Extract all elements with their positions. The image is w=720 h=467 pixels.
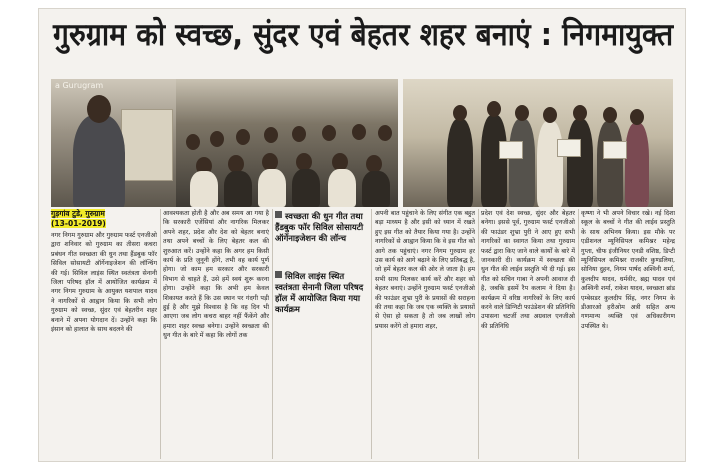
headline: गुरुग्राम को स्वच्छ, सुंदर एवं बेहतर शहर बनाएं : निगमायुक्त	[53, 17, 674, 53]
bullet-icon	[275, 271, 282, 278]
photo-caption: a Gurugram	[55, 81, 104, 90]
article-column-4: प्रदेश एवं देश स्वच्छ, सुंदर और बेहतर बनेगा। इससे पूर्व, गुरुग्राम फर्स्ट एनजीओ की फाउंडर शुभ्रा पुरी ने आए हुए सभी नागरिकों का स्वागत किया तथा गुरुग्राम फर्स्ट द्वारा किए जाने वाले कार्यों के बारे में जानकारी दी। कार्यक्रम में स्वच्छता की धुन गीत की लाईव प्रस्तुति भी दी गई। इस गीत को सचिन गाबा ने अपनी आवाज दी है, जबकि इसमें रैप कलाम ने दिया है। कार्यक्रम में वरिष्ठ नागरिकों के लिए कार्य करने वाले डिग्निटी फाउंडेशन की प्रतिनिधि उपासना चटर्जी तथा अग्रवाल एनजीओ की प्रतिनिधि	[481, 210, 575, 330]
byline-bureau: गुड़गांव टुडे, गुरुग्राम	[51, 209, 105, 218]
article-column-1: नगर निगम गुरुग्राम और गुरुग्राम फर्स्ट एनजीओ द्वारा शनिवार को गुरुग्राम का तीसरा कचरा प्रबंधन गीत स्वच्छता की धुन तथा हैंडबुक फॉर सिविल सोसायटी ऑर्गेनाइजेशन की लॉन्चिंग की गई। सिविल लाइंस स्थित स्वतंत्रता सेनानी जिला परिषद हॉल में आयोजित कार्यक्रम में नगर निगम गुरुग्राम के आयुक्त यशपाल यादव ने नागरिकों से आह्वान किया कि सभी लोग गुरुग्राम को स्वच्छ, सुंदर एवं बेहतरीन शहर बनाने में अपना योगदान दें। उन्होंने कहा कि इंसान को हालात के साथ बदलने की	[51, 232, 157, 334]
byline-date: (13-01-2019)	[51, 219, 106, 228]
article-column-5: कृष्णा ने भी अपने विचार रखे। नई दिशा स्कूल के बच्चों ने गीत की लाईव प्रस्तुति के साथ अभिनय किया। इस मौके पर एडीशनल म्यूनिसिपल कमिश्नर महेन्द्र गुप्ता, चीफ इंजीनियर एनडी वशिष्ठ, डिप्टी म्यूनिसिपल कमिश्नर राजबीर कुण्डलिया, सोनिया दुहन, निगम पार्षद अश्विनी शर्मा, कुलदीप यादव, धर्मवीर, ब्रह्म यादव एवं अश्विनी शर्मा, राकेश यादव, स्वच्छता ब्रांड एम्बेसडर कुलदीप सिंह, नगर निगम के डीआरओ हरीओम अत्री सहित अन्य गणमान्य व्यक्ति एवं अधिकारीगण उपस्थित थे।	[581, 210, 675, 330]
byline	[51, 209, 121, 229]
subhead-1: स्वच्छता की धुन गीत तथा हैंडबुक फॉर सिविल सोसायटी ऑर्गेनाइजेशन की लॉन्च	[275, 211, 364, 243]
subhead-2: सिविल लाइंस स्थित स्वतंत्रता सेनानी जिला परिषद हॉल में आयोजित किया गया कार्यक्रम	[275, 271, 364, 314]
stage-banner	[121, 109, 173, 181]
column-divider	[371, 209, 372, 459]
article-column-2b	[275, 369, 369, 459]
column-divider	[478, 209, 479, 459]
bullet-icon	[275, 211, 282, 218]
speaker-figure	[73, 115, 125, 207]
article-column-2: आवश्यकता होती है और अब समय आ गया है कि सरकारी एजेंसियां और नागरिक मिलकर अपने शहर, प्रदेश और देश को बेहतर बनाएं तथा अपने बच्चों के लिए बेहतर कल की शुरुआत करें। उन्होंने कहा कि अगर हम किसी कार्य के प्रति जुनूनी होंगे, तभी वह कार्य पूर्ण होगा। जो काम हम सरकार और सरकारी विभाग से चाहते हैं, उसे हमें स्वयं शुरू करना होगा। उन्होंने कहा कि अभी हम केवल शिकायत करते हैं कि उस स्थान पर गंदगी पड़ी हुई है और मुझे विश्वास है कि वह दिन भी आएगा जब लोग कचरा बाहर नहीं फैंकेंगे और हमारा शहर स्वच्छ बनेगा। उन्होंने स्वच्छता की धुन गीत के बारे में कहा कि लोगों तक	[163, 210, 269, 340]
photo-audience	[176, 79, 398, 207]
photo-dignitaries-launch	[403, 79, 673, 207]
column-divider	[578, 209, 579, 459]
speaker-head	[87, 95, 111, 123]
article-column-3: अपनी बात पहुंचाने के लिए संगीत एक बहुत बड़ा माध्यम है और इसी को ध्यान में रखते हुए इस गीत को तैयार किया गया है। उन्होंने नागरिकों से आह्वान किया कि वे इस गीत को आगे तक पहुंचाएं। नगर निगम गुरुग्राम हर उस कार्य को आगे बढ़ाने के लिए प्रतिबद्ध है, जो हमें बेहतर कल की ओर ले जाता है। हम सभी साथ मिलकर कार्य करें और शहर को बेहतर बनाएं। उन्होंने गुरुग्राम फर्स्ट एनजीओ की फाउंडर शुभ्रा पुरी के प्रयासों की सराहना की तथा कहा कि जब एक व्यक्ति के प्रयासों से ऐसा हो सकता है तो जब लाखों लोग प्रयास करेंगे तो हमारा शहर,	[375, 210, 475, 330]
column-divider	[160, 209, 161, 459]
column-divider	[272, 209, 273, 459]
photo-commissioner-speaking	[51, 79, 176, 207]
newspaper-clipping	[38, 8, 686, 462]
